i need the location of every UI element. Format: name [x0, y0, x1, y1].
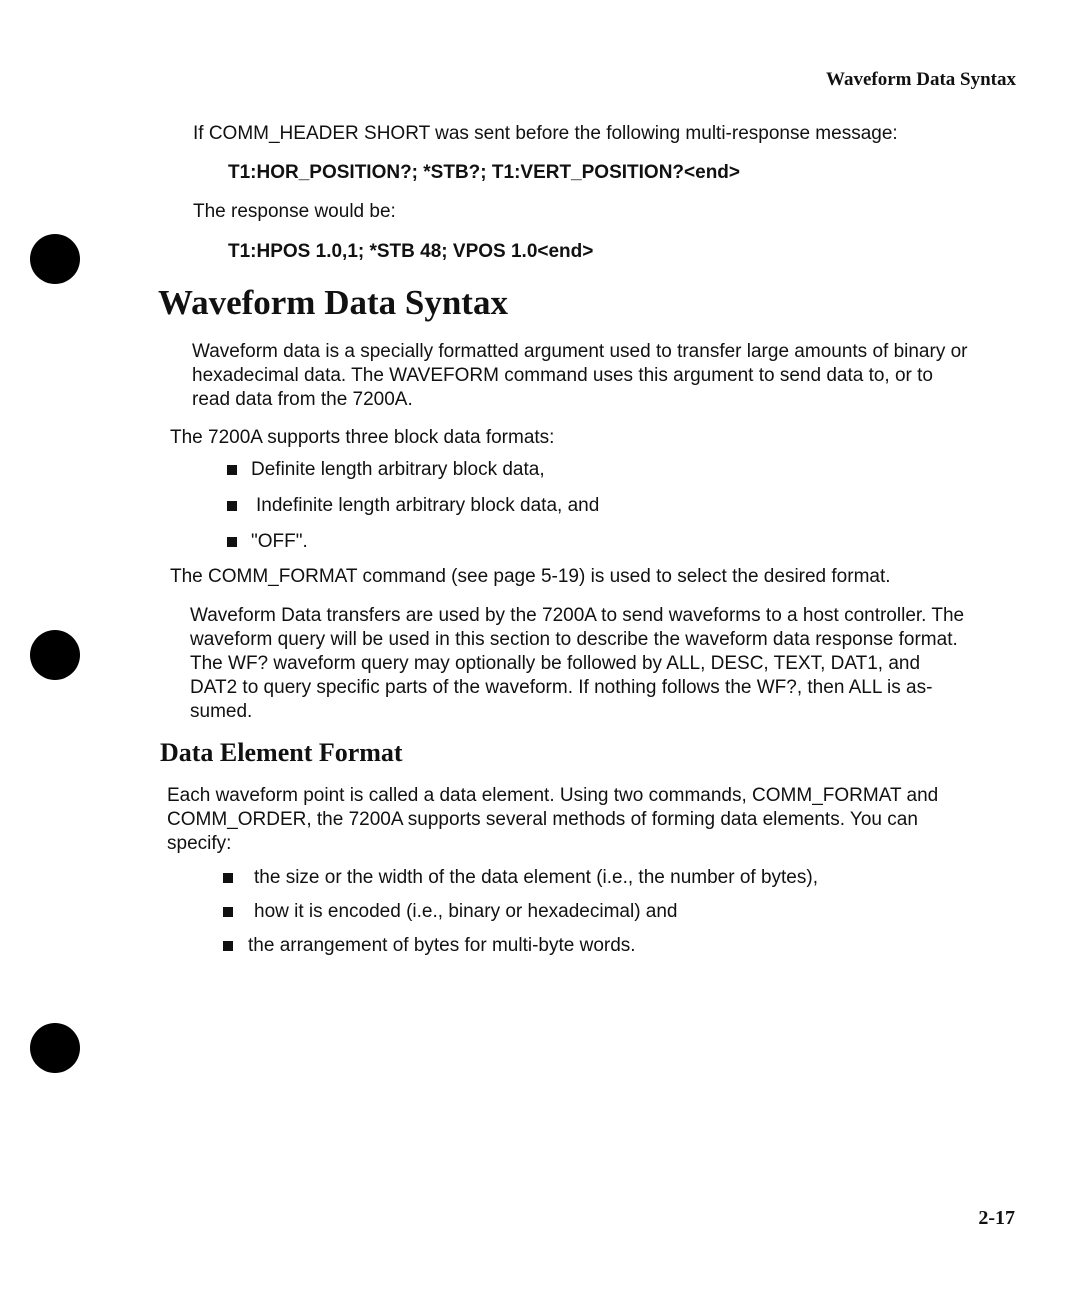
section-heading: Waveform Data Syntax [158, 283, 508, 322]
bullet-icon [223, 907, 233, 917]
text-line: DAT2 to query specific parts of the waveform. If nothing follows the WF?, then ALL is as- [190, 677, 933, 698]
text-line: Each waveform point is called a data element. Using two commands, COMM_FORMAT and [167, 785, 939, 806]
text-line: hexadecimal data. The WAVEFORM command uses this argument to send data to, or to [192, 365, 933, 386]
section-paragraph-1 [192, 340, 968, 412]
list-item: "OFF". [251, 531, 308, 552]
text-line: specify: [167, 833, 232, 854]
bullet-icon [227, 537, 237, 547]
text-line: read data from the 7200A. [192, 389, 413, 410]
response-intro: The response would be: [193, 201, 396, 222]
bullet-icon [223, 941, 233, 951]
query-example: T1:HOR_POSITION?; *STB?; T1:VERT_POSITION?<end> [228, 162, 740, 183]
section-paragraph-4 [190, 604, 964, 724]
binder-hole-bottom [30, 1023, 80, 1073]
subsection-heading: Data Element Format [160, 738, 403, 767]
page-number: 2-17 [978, 1207, 1015, 1229]
format-command-note: The COMM_FORMAT command (see page 5-19) is used to select the desired format. [170, 566, 891, 587]
text-line: Waveform data is a specially formatted argument used to transfer large amounts of binary or [192, 341, 968, 362]
running-header: Waveform Data Syntax [826, 69, 1016, 90]
list-item: how it is encoded (i.e., binary or hexadecimal) and [254, 901, 678, 922]
list-item: the size or the width of the data element (i.e., the number of bytes), [254, 867, 818, 888]
bullet-icon [227, 501, 237, 511]
text-line: sumed. [190, 701, 253, 722]
text-line: waveform query will be used in this section to describe the waveform data response format. [190, 629, 958, 650]
text-line: The WF? waveform query may optionally be followed by ALL, DESC, TEXT, DAT1, and [190, 653, 921, 674]
text-line: Waveform Data transfers are used by the 7200A to send waveforms to a host controller. The [190, 605, 965, 626]
formats-intro: The 7200A supports three block data formats: [170, 427, 555, 448]
binder-hole-middle [30, 630, 80, 680]
bullet-icon [223, 873, 233, 883]
binder-hole-top [30, 234, 80, 284]
subsection-paragraph [167, 784, 938, 856]
bullet-icon [227, 465, 237, 475]
intro-line: If COMM_HEADER SHORT was sent before the following multi-response message: [193, 123, 898, 144]
list-item: Indefinite length arbitrary block data, and [256, 495, 600, 516]
list-item: the arrangement of bytes for multi-byte words. [248, 935, 636, 956]
text-line: COMM_ORDER, the 7200A supports several methods of forming data elements. You can [167, 809, 918, 830]
list-item: Definite length arbitrary block data, [251, 459, 545, 480]
response-example: T1:HPOS 1.0,1; *STB 48; VPOS 1.0<end> [228, 241, 594, 262]
